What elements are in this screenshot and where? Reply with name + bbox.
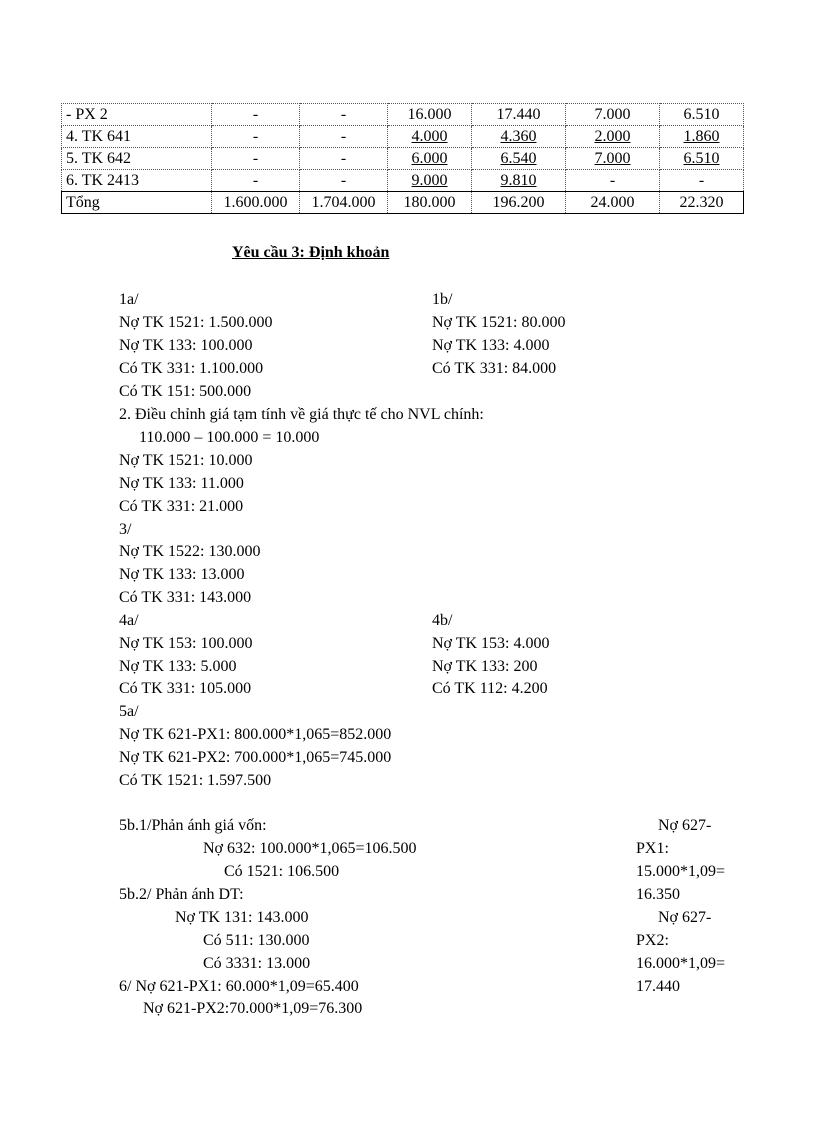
underlined-value: 7.000 xyxy=(594,150,631,167)
table-cell: - xyxy=(212,170,300,192)
entry-line: Nợ TK 133: 11.000 xyxy=(119,475,244,492)
entry-line: Có 511: 130.000 xyxy=(203,932,310,949)
underlined-value: 9.810 xyxy=(500,172,537,189)
table-cell: 1.600.000 xyxy=(212,192,300,214)
entry-line: 5b.2/ Phản ánh DT: xyxy=(119,886,244,903)
entry-line: 5b.1/Phản ánh giá vốn: xyxy=(119,817,267,834)
entry-line: Nợ TK 133: 5.000 xyxy=(119,658,237,675)
entry-line: Có TK 331: 84.000 xyxy=(432,360,557,377)
entry-line: PX1: xyxy=(636,840,669,857)
entry-line: Nợ TK 133: 4.000 xyxy=(432,337,550,354)
entry-line: 6/ Nợ 621-PX1: 60.000*1,09=65.400 xyxy=(119,978,359,995)
table-total-row xyxy=(62,192,744,214)
entry-line: Nợ TK 1521: 80.000 xyxy=(432,314,566,331)
underlined-value: 6.000 xyxy=(411,150,448,167)
entry-line: 2. Điều chỉnh giá tạm tính về giá thực tế cho NVL chính: xyxy=(119,406,484,423)
entry-line: Nợ TK 133: 13.000 xyxy=(119,566,245,583)
table-cell: 7.000 xyxy=(566,104,660,126)
row-label: 4. TK 641 xyxy=(62,126,212,148)
entry-line: Nợ TK 621-PX2: 700.000*1,065=745.000 xyxy=(119,749,392,766)
table-cell xyxy=(388,170,472,192)
table-row xyxy=(62,104,744,126)
entry-line: Có TK 1521: 1.597.500 xyxy=(119,772,272,789)
entry-line: 110.000 – 100.000 = 10.000 xyxy=(139,429,320,446)
entry-line: Nợ TK 153: 4.000 xyxy=(432,635,550,652)
table-cell: - xyxy=(300,170,388,192)
table-cell xyxy=(472,148,566,170)
table-cell xyxy=(566,148,660,170)
summary-table xyxy=(61,103,744,214)
entry-line: Nợ TK 153: 100.000 xyxy=(119,635,253,652)
entry-line: 1a/ xyxy=(119,291,139,308)
table-cell: - xyxy=(660,170,744,192)
table-cell: - xyxy=(566,170,660,192)
entry-line: Nợ 627- xyxy=(658,909,712,926)
entry-line: Nợ TK 133: 100.000 xyxy=(119,337,253,354)
table-row xyxy=(62,126,744,148)
entry-line: 17.440 xyxy=(636,978,680,995)
entry-line: Có 3331: 13.000 xyxy=(203,955,311,972)
underlined-value: 4.360 xyxy=(500,128,537,145)
entry-line: Có TK 331: 1.100.000 xyxy=(119,360,264,377)
entry-line: PX2: xyxy=(636,932,669,949)
table-row xyxy=(62,170,744,192)
table-cell: - xyxy=(212,148,300,170)
row-label: 6. TK 2413 xyxy=(62,170,212,192)
table-cell: - xyxy=(300,104,388,126)
table-cell xyxy=(566,126,660,148)
entry-line: Nợ TK 621-PX1: 800.000*1,065=852.000 xyxy=(119,726,392,743)
entry-line: Có TK 151: 500.000 xyxy=(119,383,252,400)
table-cell: 24.000 xyxy=(566,192,660,214)
table-cell: - xyxy=(300,148,388,170)
table-cell: - xyxy=(300,126,388,148)
table-cell xyxy=(472,126,566,148)
entry-line: 1b/ xyxy=(432,291,453,308)
entry-line: Có TK 331: 105.000 xyxy=(119,680,252,697)
entry-line: 16.000*1,09= xyxy=(636,955,726,972)
entry-line: Nợ 632: 100.000*1,065=106.500 xyxy=(203,840,417,857)
row-label: - PX 2 xyxy=(62,104,212,126)
table-cell: - xyxy=(212,126,300,148)
table-cell xyxy=(660,148,744,170)
table-cell: 196.200 xyxy=(472,192,566,214)
entry-line: Có TK 331: 143.000 xyxy=(119,589,252,606)
table-cell xyxy=(388,148,472,170)
entry-line: 3/ xyxy=(119,521,132,538)
entry-line: 5a/ xyxy=(119,703,139,720)
table-cell: 22.320 xyxy=(660,192,744,214)
entry-line: Nợ TK 133: 200 xyxy=(432,658,538,675)
entry-line: Nợ TK 131: 143.000 xyxy=(175,909,309,926)
table-cell: - xyxy=(212,104,300,126)
entry-line: Nợ 627- xyxy=(658,817,712,834)
entry-line: Nợ TK 1521: 10.000 xyxy=(119,452,253,469)
entry-line: Nợ TK 1521: 1.500.000 xyxy=(119,314,273,331)
entry-line: 4b/ xyxy=(432,612,453,629)
table-cell: 17.440 xyxy=(472,104,566,126)
entry-line: Có TK 112: 4.200 xyxy=(432,680,548,697)
underlined-value: 1.860 xyxy=(683,128,720,145)
table-cell xyxy=(472,170,566,192)
table-cell: 16.000 xyxy=(388,104,472,126)
entry-line: Nợ 621-PX2:70.000*1,09=76.300 xyxy=(143,1000,363,1017)
table-cell: 1.704.000 xyxy=(300,192,388,214)
underlined-value: 6.510 xyxy=(683,150,720,167)
table-row xyxy=(62,148,744,170)
table-cell: 6.510 xyxy=(660,104,744,126)
underlined-value: 9.000 xyxy=(411,172,448,189)
row-label: 5. TK 642 xyxy=(62,148,212,170)
entry-line: 16.350 xyxy=(636,886,680,903)
entry-line: Có 1521: 106.500 xyxy=(224,863,340,880)
total-label: Tổng xyxy=(62,192,212,214)
entry-line: Có TK 331: 21.000 xyxy=(119,498,244,515)
underlined-value: 4.000 xyxy=(411,128,448,145)
underlined-value: 2.000 xyxy=(594,128,631,145)
underlined-value: 6.540 xyxy=(500,150,537,167)
section-heading: Yêu cầu 3: Định khoản xyxy=(232,244,390,261)
entry-line: 15.000*1,09= xyxy=(636,863,726,880)
entry-line: 4a/ xyxy=(119,612,139,629)
entry-line: Nợ TK 1522: 130.000 xyxy=(119,543,261,560)
table-cell: 180.000 xyxy=(388,192,472,214)
table-cell xyxy=(388,126,472,148)
table-cell xyxy=(660,126,744,148)
